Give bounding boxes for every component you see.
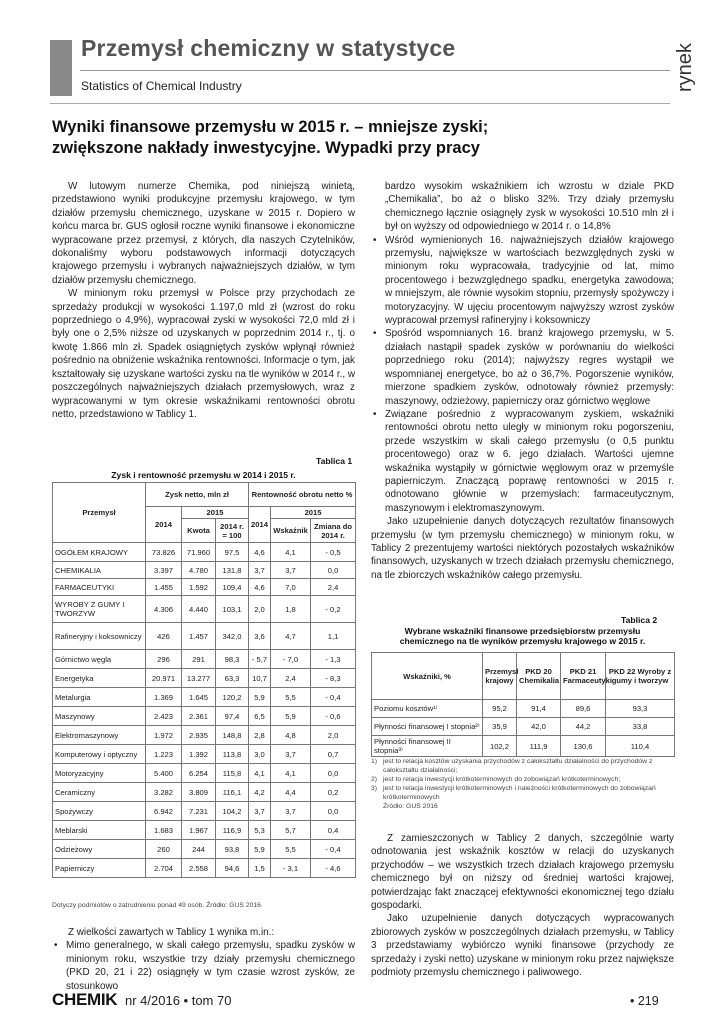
table1-cell-industry: Spożywczy [53,802,146,821]
table1-header-industry: Przemysł [53,483,146,543]
table1-row [53,579,356,596]
left-column-after-table [52,926,355,993]
table1-cell-value: 4,1 [271,764,311,783]
table1-cell-value: - 1,3 [311,650,356,669]
bullet-item: • Związane pośrednio z wypracowanym zyskiem, wskaźniki rentowności obrotu netto uległy w minionym roku pogorszeniu, przede wszystkim w skali całego przemysłu (o 0,5 punktu procentowego) oraz w 6. jego działach. Wartości ujemne wskaźnika wystąpiły w górnictwie węglowym oraz w przemyśle papierniczym. Znaczącą poprawę rentowności w 2015 r. odnotowano głównie w przemysłach: farmaceutycznym, maszynowym i elektromaszynowym. [371,408,674,515]
table1-cell-value: 1.223 [146,745,182,764]
table1-cell-value: 3.282 [146,783,182,802]
table2 [371,652,675,757]
table1-cell-value: 4,7 [271,623,311,650]
footnote-2: 2) jest to relacja inwestycji krótkoterminowych do zobowiązań krótkoterminowych; [371,776,621,783]
table2-cell-value: 42,0 [517,718,561,736]
table1-cell-value: 5.400 [146,764,182,783]
section-label-text: rynek [674,43,696,92]
table1-cell-industry: Energetyka [53,669,146,688]
table1-row [53,783,356,802]
footnote-1: 1) jest to relacja kosztów uzyskania przychodów z całokształtu działalności do przychodów z całokształtu działalności; [371,757,674,775]
table1-cell-value: 1.392 [182,745,216,764]
table1-cell-value: 5,3 [249,821,271,840]
table2-title-line-1: Wybrane wskaźniki finansowe przedsiębiorstw przemysłu [404,626,641,636]
table1-cell-value: 1.972 [146,726,182,745]
table2-cell-value: 102,2 [483,736,517,757]
table1-cell-value: 1,8 [271,596,311,623]
table1-row [53,543,356,562]
table1-row [53,650,356,669]
paragraph: Z zamieszczonych w Tablicy 2 danych, szczególnie warty odnotowania jest wskaźnik kosztów w relacji do uzyskanych przychodów – we wszystkich trzech działach krajowego przemysłu chemicznego był on niższy od średniej wartości krajowej, potwierdzając fakt znaczącej efektywności ekonomicznej tego działu gospodarki. [371,833,674,912]
table1-cell-value: 3.809 [182,783,216,802]
table2-cell-indicator: Płynności finansowej II stopnia³⁾ [372,736,483,757]
table1-cell-value: 4.780 [182,562,216,579]
table2-cell-value: 44,2 [561,718,606,736]
table1-cell-value: 97,5 [216,543,249,562]
table1-header-wskaznik: Wskaźnik [271,519,311,543]
table1-cell-value: 1,5 [249,859,271,878]
table1-cell-value: 4.306 [146,596,182,623]
table2-row [372,736,675,757]
table1-source: Dotyczy podmiotów o zatrudnieniu ponad 49 osób. Źródło: GUS 2016 [52,902,261,909]
page-title: Przemysł chemiczny w statystyce [81,35,456,61]
table1-cell-value: 93,8 [216,840,249,859]
table1-cell-value: 4,2 [249,783,271,802]
table1-cell-value: 94,6 [216,859,249,878]
table2-cell-value: 130,6 [561,736,606,757]
table2-header-kraj: Przemysł krajowy [483,653,517,700]
table1-cell-industry: Metalurgia [53,688,146,707]
table1-row [53,562,356,579]
table1-cell-value: 2.423 [146,707,182,726]
bullet-item: • Spośród wspomnianych 16. branż krajowego przemysłu, w 5. działach nastąpił spadek zysków w porównaniu do wielkości poprzedniego roku (2014); najwyższy regres wystąpił we wspomnianej energetyce, bo aż o 36,7%. Pogorszenie wyników, mierzone spadkiem zysków, odnotowały również przemysły: maszynowy, odzieżowy, papierniczy oraz górnictwo węglowe [371,327,674,407]
table1-header-index: 2014 r. = 100 [216,519,249,543]
table1-cell-industry: Meblarski [53,821,146,840]
table1-cell-value: - 0,5 [311,543,356,562]
table1-cell-value: 104,2 [216,802,249,821]
issue-info: nr 4/2016 • tom 70 [125,993,232,1008]
table1-title: Zysk i rentowność przemysłu w 2014 i 2015 r. [111,470,296,480]
table1-cell-value: - 0,6 [311,707,356,726]
table1-cell-value: 5,7 [271,821,311,840]
table1-label: Tablica 1 [316,456,353,466]
table2-header-pkd20: PKD 20 Chemikalia [517,653,561,700]
table1-cell-value: 5,9 [249,688,271,707]
table1-row [53,821,356,840]
table1-cell-value: 3.397 [146,562,182,579]
table1-cell-value: 98,3 [216,650,249,669]
table1-cell-value: 71.960 [182,543,216,562]
table1-cell-value: 120,2 [216,688,249,707]
table1-cell-value: 2,4 [271,669,311,688]
table1-cell-industry: Elektromaszynowy [53,726,146,745]
table1-cell-value: 4,8 [271,726,311,745]
page-subtitle: Statistics of Chemical Industry [81,79,242,93]
table1-cell-value: 7,0 [271,579,311,596]
table1-cell-value: 342,0 [216,623,249,650]
table1-cell-industry: CHEMIKALIA [53,562,146,579]
header-divider [80,70,670,71]
footnote-1-text: jest to relacja kosztów uzyskania przychodów z całokształtu działalności do przychodów z całokształtu działalności; [383,758,653,774]
table1-cell-industry: WYROBY Z GUMY I TWORZYW [53,596,146,623]
table1-cell-value: 4,6 [249,579,271,596]
table1-cell-value: 97,4 [216,707,249,726]
table1-cell-value: 148,8 [216,726,249,745]
table1-cell-value: 2.935 [182,726,216,745]
footnote-2-text: jest to relacja inwestycji krótkoterminowych do zobowiązań krótkoterminowych; [383,776,621,783]
header-bottom-divider [50,103,670,104]
table2-cell-indicator: Płynności finansowej I stopnia²⁾ [372,718,483,736]
table1-cell-value: 244 [182,840,216,859]
paragraph: W lutowym numerze Chemika, pod niniejszą winietą, przedstawiono wyniki produkcyjne przemysłu krajowego, w tym działów przemysłu chemicznego, uzyskane w 2015 r. Dopiero w końcu marca br. GUS ogłosił roczne wyniki finansowe i ekonomiczne wypracowane przez przemysł, z których, dla naszych Czytelników, dokonaliśmy wyboru podstawowych informacji dotyczących krajowego przemysłu i wybranych najważniejszych działów, w tym działów przemysłu chemicznego. [52,181,355,286]
table2-row [372,718,675,736]
table1-cell-value: 6.942 [146,802,182,821]
table1-row [53,802,356,821]
table1-cell-value: 4,4 [271,783,311,802]
table1-cell-value: 6.254 [182,764,216,783]
paragraph: W minionym roku przemysł w Polsce przy przychodach ze sprzedaży produkcji w wysokości 1.197,0 mld zł (wzrost do roku poprzedniego o 4,9%), wypracował zyski w wysokości 72,0 mld zł i były one o 2,5% niższe od uzyskanych w poprzednim 2014 r., tj. o kwotę 1.866 mln zł. Spadek osiągniętych zysków wpłynął również pośrednio na obniżenie wskaźnika rentowności. Informacje o tym, jak kształtowały się uzyskane wartości zysku na tle wyników w 2014 r., w poszczególnych najważniejszych działach przemysłowych, wraz z wypracowanymi w tym okresie wskaźnikami rentowności obrotu netto, przedstawiono w Tablicy 1. [52,288,355,420]
table1-cell-value: 115,8 [216,764,249,783]
table1-cell-industry: Odzieżowy [53,840,146,859]
table1-cell-value: 4,1 [249,764,271,783]
table1-cell-value: 116,9 [216,821,249,840]
table2-cell-value: 110,4 [606,736,675,757]
table1-cell-value: 1.457 [182,623,216,650]
paragraph: bardzo wysokim wskaźnikiem ich wzrostu w dziale PKD „Chemikalia”, bo aż o blisko 32%. Trzy działy przemysłu chemicznego łącznie osiągnęły zysk w wysokości 10.510 mln zł i był on wyższy od odpowiedniego w 2014 r. o 14,8% [385,181,674,233]
table1-cell-value: 0,2 [311,783,356,802]
table2-source: Źródło: GUS 2016 [383,803,438,810]
table1-cell-value: 3,0 [249,745,271,764]
table1-cell-value: - 0,4 [311,840,356,859]
table1-cell-industry: Maszynowy [53,707,146,726]
table1-cell-value: - 0,2 [311,596,356,623]
table1-row [53,623,356,650]
table1 [52,482,356,878]
table1-row [53,859,356,878]
table1-cell-value: 131,8 [216,562,249,579]
table1-cell-value: - 4,6 [311,859,356,878]
table1-cell-value: 113,8 [216,745,249,764]
table1-cell-value: 2,0 [249,596,271,623]
table1-row [53,726,356,745]
table1-cell-value: 1.683 [146,821,182,840]
table1-cell-industry: Górnictwo węgla [53,650,146,669]
table2-row [372,700,675,718]
table1-cell-value: 1.592 [182,579,216,596]
table1-cell-value: 3,7 [249,802,271,821]
table1-cell-value: 426 [146,623,182,650]
footnote-3-text: jest to relacja inwestycji krótkoterminowych i należności krótkoterminowych do zobowiązań krótkoterminowych [383,785,656,801]
table1-cell-value: 3,7 [271,562,311,579]
table2-header-pkd21: PKD 21 Farmaceutyki [561,653,606,700]
table1-header-zmiana: Zmiana do 2014 r. [311,519,356,543]
paragraph: Jako uzupełnienie danych dotyczących wypracowanych zbiorowych zysków w poszczególnych działach przemysłu, w Tablicy 3 przedstawiamy wybiórczo wyniki finansowe (przychody ze sprzedaży i zyski netto) uzyskane w minionym roku przez największe podmioty przemysłu chemicznego i paliwowego. [371,913,674,979]
paragraph: Jako uzupełnienie danych dotyczących rezultatów finansowych przemysłu (w tym przemysłu chemicznego) w minionym roku, w Tablicy 2 prezentujemy wartości niektórych pozostałych wskaźników finansowych, uzyskanych w trzech działach przemysłu chemicznego, na tle zbiorczych wskaźników całego przemysłu. [371,516,674,581]
table1-header-2015: 2015 [182,507,249,519]
table1-cell-industry: Rafineryjny i koksowniczy [53,623,146,650]
table1-cell-value: - 0,4 [311,688,356,707]
table1-cell-value: 2.704 [146,859,182,878]
table1-cell-value: 13.277 [182,669,216,688]
table1-cell-value: 3,7 [271,802,311,821]
table1-cell-value: 103,1 [216,596,249,623]
section-label [670,40,710,100]
table1-cell-value: 20.971 [146,669,182,688]
article-headline [52,117,662,159]
table1-cell-value: - 7,0 [271,650,311,669]
table1-header-profit: Zysk netto, mln zł [146,483,249,507]
table2-title-line-2: chemicznego na tle wyników przemysłu krajowego w 2015 r. [399,636,646,646]
table1-cell-value: 2,8 [249,726,271,745]
table1-cell-value: 5,5 [271,840,311,859]
table1-cell-industry: Papierniczy [53,859,146,878]
table1-cell-value: 0,0 [311,562,356,579]
table1-cell-value: - 8,3 [311,669,356,688]
bullet-item: • Mimo generalnego, w skali całego przemysłu, spadku zysków w minionym roku, wszystkie trzy działy przemysłu chemicznego (PKD 20, 21 i 22) osiągnęły w tym czasie wzrost zysków, ze stosunkowo [52,939,355,993]
table2-cell-value: 111,9 [517,736,561,757]
table1-cell-industry: OGÓŁEM KRAJOWY [53,543,146,562]
table1-header-2014-rent: 2014 [249,507,271,543]
table2-cell-indicator: Poziomu kosztów¹⁾ [372,700,483,718]
table1-cell-value: 296 [146,650,182,669]
table1-cell-value: 10,7 [249,669,271,688]
table1-row [53,764,356,783]
table1-cell-value: 7.231 [182,802,216,821]
table1-cell-value: 2,0 [311,726,356,745]
paragraph: Z wielkości zawartych w Tablicy 1 wynika m.in.: [68,927,275,938]
table1-cell-value: 0,0 [311,802,356,821]
page-number: • 219 [630,994,659,1008]
table1-row [53,688,356,707]
table2-cell-value: 33,8 [606,718,675,736]
table2-cell-value: 91,4 [517,700,561,718]
right-column-text [371,180,674,582]
table2-cell-value: 89,6 [561,700,606,718]
table1-cell-value: 4,6 [249,543,271,562]
table1-cell-value: 291 [182,650,216,669]
table1-cell-value: 109,4 [216,579,249,596]
table1-cell-value: 260 [146,840,182,859]
footnote-3: 3) jest to relacja inwestycji krótkoterminowych i należności krótkoterminowych do zobowiązań krótkoterminowych [371,784,674,802]
table1-cell-value: 6,5 [249,707,271,726]
table1-cell-value: 3,7 [271,745,311,764]
table1-cell-value: 63,3 [216,669,249,688]
table1-cell-value: 1,1 [311,623,356,650]
table1-row [53,707,356,726]
journal-logo: CHEMIK [52,990,118,1009]
table1-cell-value: 5,9 [271,707,311,726]
table2-cell-value: 95,2 [483,700,517,718]
table1-row [53,669,356,688]
table2-label: Tablica 2 [621,615,658,625]
table1-cell-industry: Motoryzacyjny [53,764,146,783]
right-column-lower-text [371,832,674,979]
table2-title [371,626,674,646]
table1-header-rentownosc: Rentowność obrotu netto % [249,483,356,507]
table1-cell-value: 5,5 [271,688,311,707]
table2-footnotes [371,757,674,811]
table1-cell-value: 0,0 [311,764,356,783]
table1-cell-value: 1.967 [182,821,216,840]
table2-header-indicator: Wskaźniki, % [372,653,483,700]
table1-header-2015-rent: 2015 [271,507,356,519]
left-column-intro [52,180,355,421]
table1-cell-value: 73.826 [146,543,182,562]
table1-cell-value: 2.361 [182,707,216,726]
table1-cell-value: 1.455 [146,579,182,596]
table1-cell-value: 5,9 [249,840,271,859]
table1-row [53,840,356,859]
headline-line-2: zwiększone nakłady inwestycyjne. Wypadki przy pracy [52,139,480,157]
table1-cell-value: 1.645 [182,688,216,707]
table1-cell-value: 0,7 [311,745,356,764]
header-accent-bar [50,40,72,96]
table1-cell-value: 1.369 [146,688,182,707]
table1-cell-value: 2.558 [182,859,216,878]
table1-header-2014: 2014 [146,507,182,543]
table1-cell-value: 116,1 [216,783,249,802]
headline-line-1: Wyniki finansowe przemysłu w 2015 r. – mniejsze zyski; [52,118,489,136]
table1-cell-value: - 3,1 [271,859,311,878]
table1-row [53,745,356,764]
table1-cell-industry: Komputerowy i optyczny [53,745,146,764]
table1-cell-industry: FARMACEUTYKI [53,579,146,596]
table1-cell-industry: Ceramiczny [53,783,146,802]
table2-header-pkd22: PKD 22 Wyroby z gumy i tworzyw [606,653,675,700]
table1-cell-value: 2,4 [311,579,356,596]
table1-cell-value: 4.440 [182,596,216,623]
table1-cell-value: 3,6 [249,623,271,650]
table1-row [53,596,356,623]
table1-cell-value: 3,7 [249,562,271,579]
table1-header-kwota: Kwota [182,519,216,543]
table1-cell-value: 0,4 [311,821,356,840]
table2-cell-value: 35,9 [483,718,517,736]
table1-cell-value: 4,1 [271,543,311,562]
bullet-item: • Wśród wymienionych 16. najważniejszych działów krajowego przemysłu, największe w wartościach bezwzględnych zyski w minionym roku wypracowała, tradycyjnie od lat, mimo procentowego i bezwzględnego spadku, energetyka zawodowa; w mniejszym, ale równie wysokim stopniu, przemysły spożywczy i motoryzacyjny. W ujęciu procentowym najwyższy wzrost zysków wypracował przemysł rafineryjny i koksowniczy [371,234,674,328]
table1-cell-value: - 5,7 [249,650,271,669]
table2-cell-value: 93,3 [606,700,675,718]
